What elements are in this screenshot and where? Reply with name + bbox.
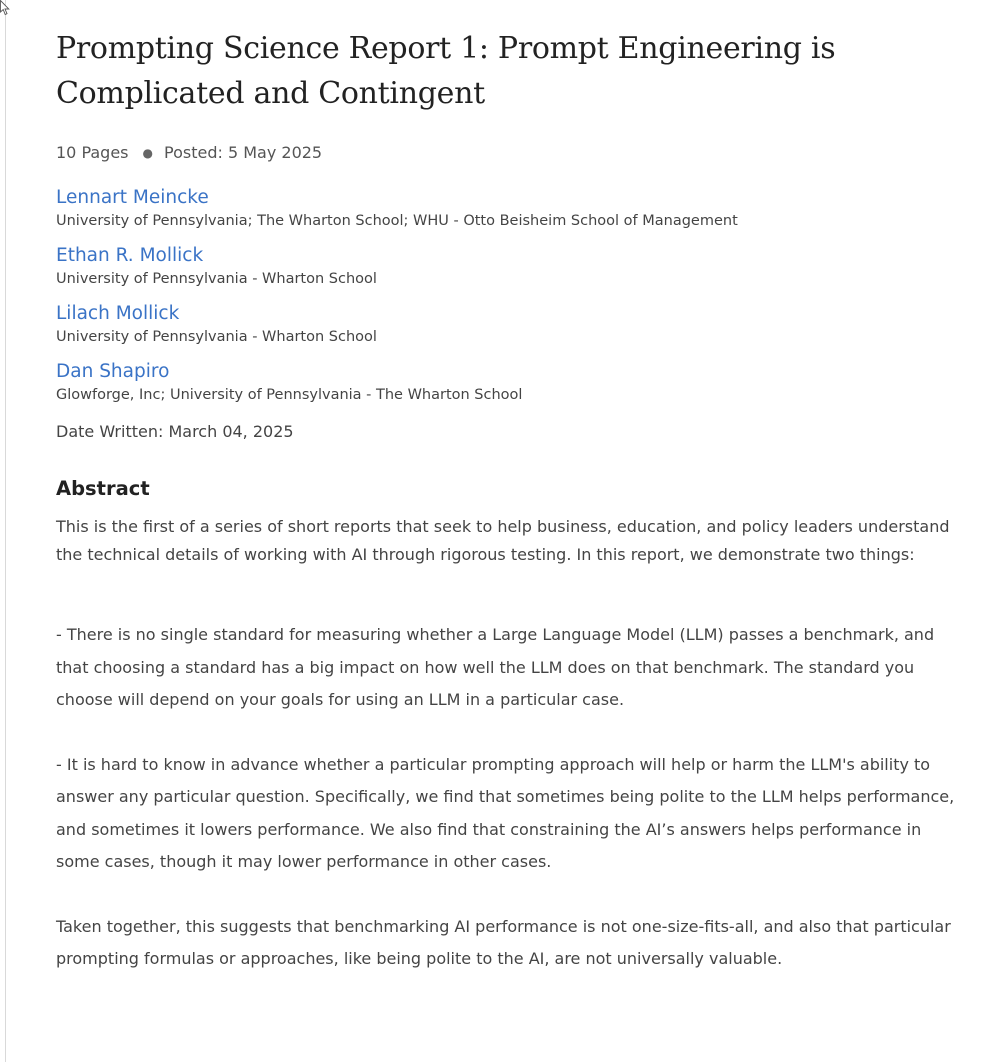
abstract-intro: This is the first of a series of short reports that seek to help business, education, and policy leaders understand the technical details of working with AI through rigorous testing. In this report, we demonstrate two things: [56, 517, 950, 564]
author-affiliation: Glowforge, Inc; University of Pennsylvania - The Wharton School [56, 387, 523, 403]
author-entry [56, 359, 956, 405]
author-link-ethan-mollick[interactable]: Ethan R. Mollick [56, 245, 204, 266]
author-list [56, 185, 956, 405]
abstract-point-1: - There is no single standard for measuring whether a Large Language Model (LLM) passes a benchmark, and that choosing a standard has a big impact on how well the LLM does on that benchmark. The standard you choose will depend on your goals for using an LLM in a particular case. [56, 625, 935, 709]
author-link-shapiro[interactable]: Dan Shapiro [56, 361, 170, 382]
date-written: Date Written: March 04, 2025 [56, 422, 294, 441]
paper-title: Prompting Science Report 1: Prompt Engineering is Complicated and Contingent [56, 31, 836, 111]
posted-date: Posted: 5 May 2025 [164, 143, 323, 162]
paper-page [56, 26, 956, 976]
author-affiliation: University of Pennsylvania; The Wharton School; WHU - Otto Beisheim School of Management [56, 213, 738, 229]
abstract-conclusion: Taken together, this suggests that benchmarking AI performance is not one-size-fits-all, and also that particular prompting formulas or approaches, like being polite to the AI, are not universally valuable. [56, 916, 951, 968]
author-affiliation: University of Pennsylvania - Wharton School [56, 329, 377, 345]
paper-meta [56, 142, 956, 164]
separator-dot-icon: ● [142, 146, 153, 160]
abstract-point-2: - It is hard to know in advance whether a particular prompting approach will help or harm the LLM's ability to answer any particular question. Specifically, we find that sometimes being polite to the LLM helps performance, and sometimes it lowers performance. We also find that constraining the AI’s answers helps performance in some cases, though it may lower performance in other cases. [56, 754, 955, 871]
author-link-lilach-mollick[interactable]: Lilach Mollick [56, 303, 180, 324]
author-entry [56, 185, 956, 231]
author-link-meincke[interactable]: Lennart Meincke [56, 187, 209, 208]
abstract-heading: Abstract [56, 477, 150, 500]
author-affiliation: University of Pennsylvania - Wharton School [56, 271, 377, 287]
mouse-cursor-icon [0, 0, 10, 16]
author-entry [56, 243, 956, 289]
left-border [5, 0, 6, 1062]
page-count: 10 Pages [56, 143, 129, 162]
author-entry [56, 301, 956, 347]
